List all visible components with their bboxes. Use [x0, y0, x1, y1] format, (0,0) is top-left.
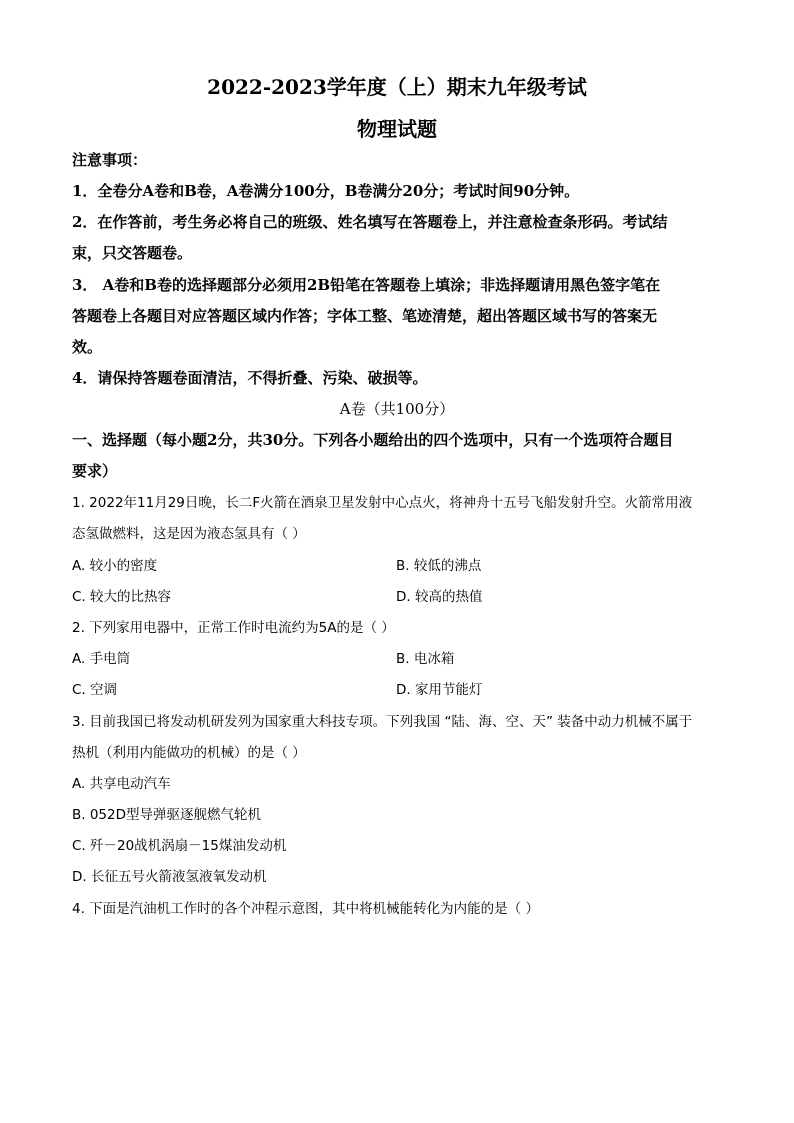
exam-subtitle: 物理试题	[357, 117, 437, 141]
notice-item-1: 1．全卷分A卷和B卷，A卷满分100分，B卷满分20分；考试时间90分钟。	[72, 182, 580, 200]
notice-item-3-line-2: 答题卷上各题目对应答题区域内作答；字体工整、笔迹清楚，超出答题区域书写的答案无	[72, 307, 658, 325]
question-2-option-b: B. 电冰箱	[396, 651, 455, 667]
question-3-option-a: A. 共享电动汽车	[72, 776, 171, 792]
question-3-option-c: C. 歼－20战机涡扇－15煤油发动机	[72, 838, 287, 854]
question-2-option-a: A. 手电筒	[72, 651, 131, 667]
question-1-option-d: D. 较高的热值	[396, 589, 483, 605]
notice-item-2-line-1: 2．在作答前，考生务必将自己的班级、姓名填写在答题卷上，并注意检查条形码。考试结	[72, 213, 668, 231]
question-1-option-c: C. 较大的比热容	[72, 589, 172, 605]
question-1-text-line-2: 态氢做燃料，这是因为液态氢具有（ ）	[72, 526, 306, 542]
question-2-option-d: D. 家用节能灯	[396, 682, 483, 698]
notice-item-2-line-2: 束，只交答题卷。	[72, 244, 193, 262]
question-3-text-line-1: 3. 目前我国已将发动机研发列为国家重大科技专项。下列我国 “陆、海、空、天” 装备中动力机械不属于	[72, 714, 693, 730]
question-3-option-b: B. 052D型导弹驱逐舰燃气轮机	[72, 807, 262, 823]
notice-item-4: 4．请保持答题卷面清洁，不得折叠、污染、破损等。	[72, 369, 428, 387]
notice-heading: 注意事项：	[72, 151, 148, 169]
part-1-instructions-line-1: 一、选择题（每小题2分，共30分。下列各小题给出的四个选项中，只有一个选项符合题目	[72, 431, 674, 449]
notice-item-3-line-1: 3． A卷和B卷的选择题部分必须用2B铅笔在答题卷上填涂；非选择题请用黑色签字笔在	[72, 276, 661, 294]
exam-title: 2022-2023学年度（上）期末九年级考试	[207, 75, 587, 99]
question-1-option-b: B. 较低的沸点	[396, 558, 482, 574]
question-1-text-line-1: 1. 2022年11月29日晚，长二F火箭在酒泉卫星发射中心点火，将神舟十五号飞船发射升空。火箭常用液	[72, 495, 693, 511]
notice-item-3-line-3: 效。	[72, 338, 103, 356]
question-2-text: 2. 下列家用电器中，正常工作时电流约为5A的是（ ）	[72, 620, 395, 636]
question-3-option-d: D. 长征五号火箭液氢液氧发动机	[72, 869, 267, 885]
section-a-heading: A卷（共100分）	[339, 400, 455, 418]
question-3-text-line-2: 热机（利用内能做功的机械）的是（ ）	[72, 745, 306, 761]
question-4-text: 4. 下面是汽油机工作时的各个冲程示意图，其中将机械能转化为内能的是（ ）	[72, 901, 539, 917]
part-1-instructions-line-2: 要求）	[72, 462, 118, 480]
question-1-option-a: A. 较小的密度	[72, 558, 158, 574]
question-2-option-c: C. 空调	[72, 682, 118, 698]
